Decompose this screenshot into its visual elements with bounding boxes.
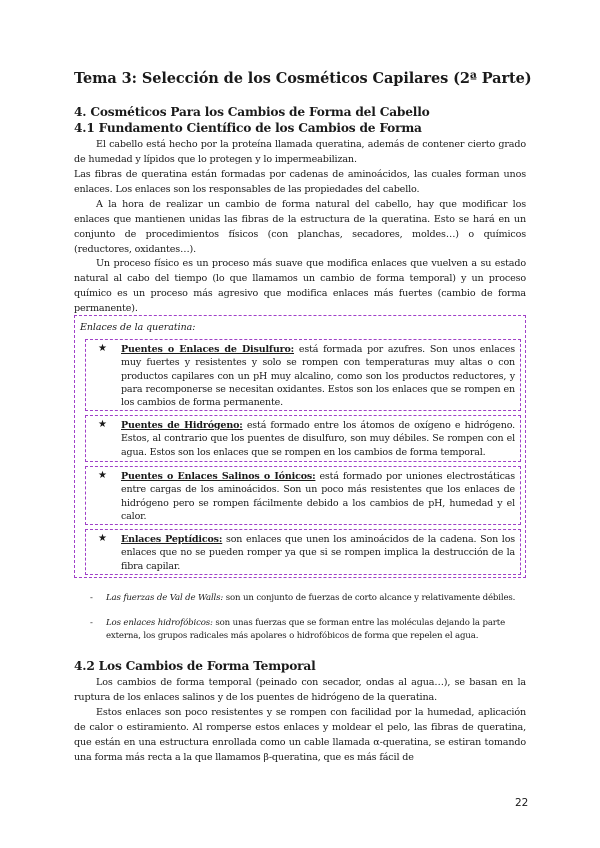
- note-description: son un conjunto de fuerzas de corto alcance y relativamente débiles.: [223, 593, 516, 603]
- enlaces-box-title: Enlaces de la queratina:: [80, 322, 196, 333]
- enlace-item-salinos: [85, 466, 521, 525]
- section-4-1-heading: 4.1 Fundamento Científico de los Cambios de Forma: [74, 121, 422, 135]
- paragraph-queratina: El cabello está hecho por la proteína llamada queratina, además de contener cierto grado de humedad y lípidos que lo protegen y lo impermeabilizan.: [74, 139, 526, 166]
- list-dash: -: [90, 593, 93, 603]
- section-4-heading: 4. Cosméticos Para los Cambios de Forma del Cabello: [74, 105, 430, 119]
- enlace-term: Puentes de Hidrógeno:: [121, 420, 243, 431]
- note-term: Los enlaces hidrofóbicos:: [106, 618, 213, 628]
- enlace-description: está formado por uniones electrostáticas entre cargas de los aminoácidos. Son un poco más resistentes que los enlaces de hidrógeno pero se rompen fácilmente debido a los cambios de pH, humedad y el calor.: [121, 471, 516, 522]
- note-term: Las fuerzas de Val de Walls:: [106, 593, 224, 603]
- page-number: 22: [515, 797, 529, 809]
- paragraph-proceso: Un proceso físico es un proceso más suave que modifica enlaces que vuelven a su estado natural al cabo del tiempo (lo que llamamos un cambio de forma temporal) y un proceso químico es un proceso más agresivo que modifica enlaces más fuertes (cambio de forma permanente).: [74, 258, 526, 315]
- star-icon: ★: [98, 470, 107, 481]
- star-icon: ★: [98, 419, 107, 430]
- note-enlaces-hidrofobicos: [90, 617, 526, 643]
- enlace-term: Puentes o Enlaces de Disulfuro:: [121, 344, 295, 355]
- note-description: son unas fuerzas que se forman entre las moléculas dejando la parte externa, los grupos radicales más apolares o hidrofóbicos de forma que repelen el agua.: [106, 618, 506, 641]
- paragraph-cambio-forma: A la hora de realizar un cambio de forma natural del cabello, hay que modificar los enlaces que mantienen unidas las fibras de la estructura de la queratina. Esto se hará en un conjunto de procedimientos físicos (con planchas, secadores, moldes…) o químicos (reductores, oxidantes…).: [74, 199, 526, 256]
- enlace-item-peptidicos: [85, 529, 521, 575]
- document-page: [74, 0, 532, 848]
- note-fuerzas-van-der-waals: [90, 592, 526, 618]
- paragraph-cambios-temporales: Los cambios de forma temporal (peinado con secador, ondas al agua…), se basan en la ruptura de los enlaces salinos y de los puentes de hidrógeno de la queratina.: [74, 677, 526, 704]
- paragraph-enlaces-debiles: Estos enlaces son poco resistentes y se rompen con facilidad por la humedad, aplicación de calor o estiramiento. Al romperse estos enlaces y moldear el pelo, las fibras de queratina, que están en una estructura enrollada como un cable llamada α-queratina, se estiran tomando una forma más recta a la que llamamos β-queratina, que es más fácil de: [74, 707, 526, 764]
- enlace-item-disulfuro: [85, 339, 521, 411]
- enlace-description: son enlaces que unen los aminoácidos de la cadena. Son los enlaces que no se pueden romper ya que si se rompen implica la destrucción de la fibra capilar.: [121, 534, 515, 572]
- section-4-2-heading: 4.2 Los Cambios de Forma Temporal: [74, 659, 316, 673]
- enlace-description: está formada por azufres. Son unos enlaces muy fuertes y resistentes y solo se rompen con temperaturas muy altas o con productos capilares con un pH muy alcalino, como son los productos reductores, y para recomponerse se necesitan oxidantes. Estos son los enlaces que se rompen en los cambios de forma permanente.: [121, 344, 515, 409]
- enlace-description: está formado entre los átomos de oxígeno e hidrógeno. Estos, al contrario que los puentes de disulfuro, son muy débiles. Se rompen con el agua. Estos son los enlaces que se rompen en los cambios de forma temporal.: [121, 420, 515, 458]
- enlaces-box: [74, 315, 526, 578]
- list-dash: -: [90, 618, 93, 628]
- enlace-term: Enlaces Peptídicos:: [121, 534, 223, 545]
- document-title: Tema 3: Selección de los Cosméticos Capilares (2ª Parte): [74, 70, 532, 87]
- star-icon: ★: [98, 533, 107, 544]
- paragraph-fibras: Las fibras de queratina están formadas por cadenas de aminoácidos, las cuales forman unos enlaces. Los enlaces son los responsables de las propiedades del cabello.: [74, 169, 526, 196]
- enlace-item-hidrogeno: [85, 415, 521, 462]
- enlace-term: Puentes o Enlaces Salinos o Iónicos:: [121, 471, 316, 482]
- star-icon: ★: [98, 343, 107, 354]
